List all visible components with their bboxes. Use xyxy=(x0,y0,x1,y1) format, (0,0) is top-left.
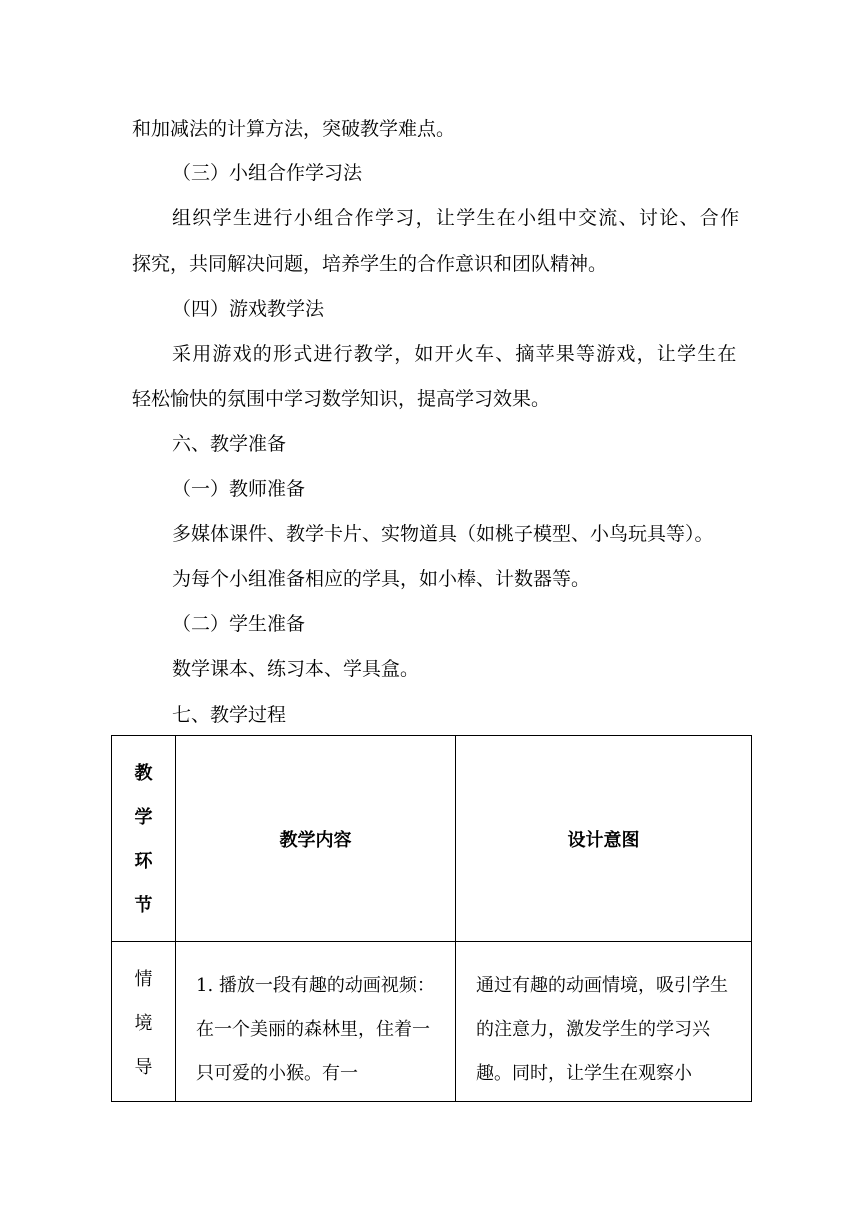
text-line: 组织学生进行小组合作学习，让学生在小组中交流、讨论、合作 xyxy=(172,207,741,229)
stage-cell xyxy=(112,942,176,1102)
teaching-process-table xyxy=(111,735,752,1102)
stage-char: 导 xyxy=(134,1057,153,1078)
header-stage-char: 节 xyxy=(134,895,153,916)
intent-text: 通过有趣的动画情境，吸引学生的注意力，激发学生的学习兴趣。同时，让学生在观察小 xyxy=(476,975,728,1084)
stage-char: 境 xyxy=(134,1013,153,1034)
header-cell-intent: 设计意图 xyxy=(456,736,752,942)
section-heading: （二）学生准备 xyxy=(172,613,306,635)
section-heading: 六、教学准备 xyxy=(172,433,287,455)
section-heading: （三）小组合作学习法 xyxy=(172,162,363,184)
header-cell-stage xyxy=(112,736,176,942)
header-cell-content: 教学内容 xyxy=(176,736,456,942)
text-line: 探究，共同解决问题，培养学生的合作意识和团队精神。 xyxy=(132,253,608,275)
content-text: 1. 播放一段有趣的动画视频：在一个美丽的森林里，住着一只可爱的小猴。有一 xyxy=(196,975,435,1084)
text-line: 多媒体课件、教学卡片、实物道具（如桃子模型、小鸟玩具等）。 xyxy=(172,523,714,545)
section-heading: 七、教学过程 xyxy=(172,704,287,726)
text-line: 采用游戏的形式进行教学，如开火车、摘苹果等游戏，让学生在 xyxy=(172,343,738,365)
header-stage-char: 学 xyxy=(134,807,153,828)
text-line: 为每个小组准备相应的学具，如小棒、计数器等。 xyxy=(172,568,591,590)
header-stage-char: 环 xyxy=(134,851,153,872)
text-line: 数学课本、练习本、学具盒。 xyxy=(172,658,420,680)
content-cell xyxy=(176,942,456,1102)
intent-cell xyxy=(456,942,752,1102)
text-line: 轻松愉快的氛围中学习数学知识，提高学习效果。 xyxy=(132,388,551,410)
table-header-row xyxy=(112,736,752,942)
table-row xyxy=(112,942,752,1102)
header-stage-char: 教 xyxy=(134,763,153,784)
text-line: 和加减法的计算方法，突破教学难点。 xyxy=(132,118,456,140)
stage-char: 情 xyxy=(134,969,153,990)
section-heading: （四）游戏教学法 xyxy=(172,298,325,320)
section-heading: （一）教师准备 xyxy=(172,478,306,500)
